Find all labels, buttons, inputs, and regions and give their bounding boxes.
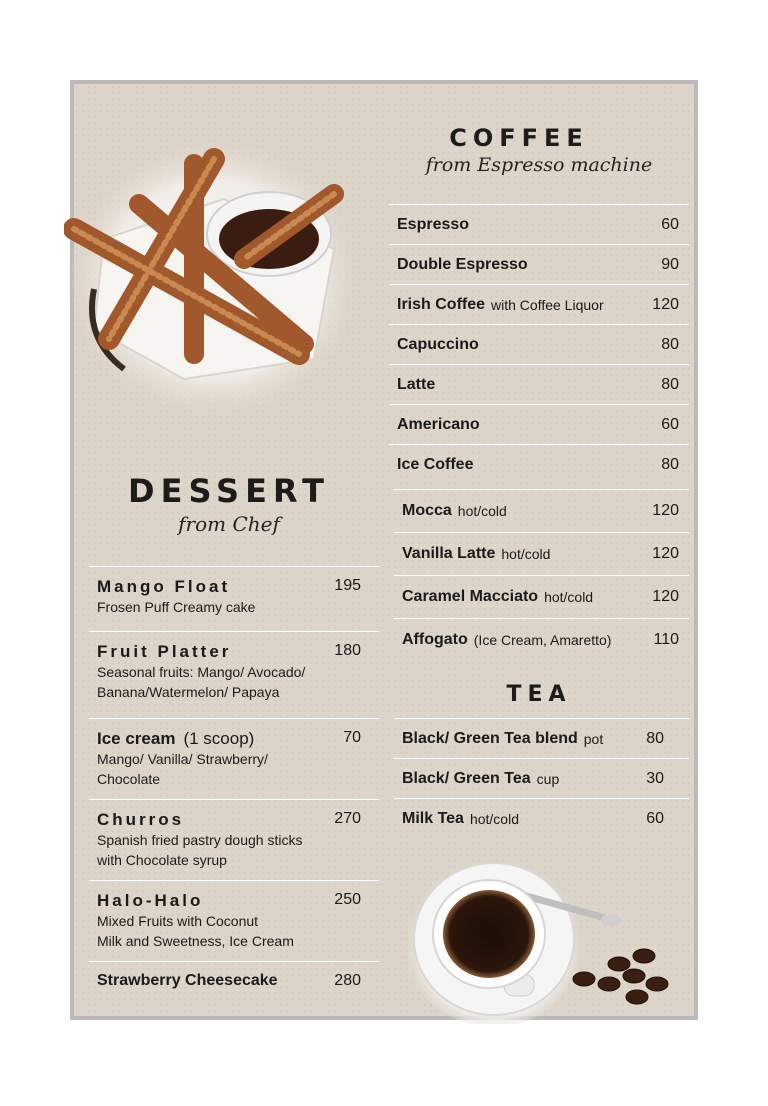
- dessert-item-row: [89, 880, 379, 961]
- tea-item-name: Black/ Green Tea blend: [402, 729, 578, 747]
- dessert-item-desc: Spanish fried pastry dough sticks with Chocolate syrup: [97, 832, 303, 868]
- dessert-item-price: 280: [334, 972, 361, 989]
- dessert-item-desc: Frosen Puff Creamy cake: [97, 599, 256, 615]
- dessert-item-row: [89, 799, 379, 880]
- dessert-item-row: [89, 961, 379, 1001]
- coffee-item-name: Affogato: [402, 631, 468, 648]
- dessert-item-extra: (1 scoop): [183, 729, 255, 748]
- coffee-item-row: [394, 532, 689, 575]
- coffee-item-note: hot/cold: [457, 503, 507, 519]
- tea-item-row: [394, 758, 689, 798]
- coffee-item-price: 80: [661, 375, 679, 393]
- dessert-item-desc: Mango/ Vanilla/ Strawberry/ Chocolate: [97, 751, 268, 787]
- coffee-item-row: [394, 489, 689, 532]
- coffee-item-name: Americano: [397, 415, 480, 433]
- coffee-item-row: [389, 404, 689, 444]
- coffee-subtitle: from Espresso machine: [425, 154, 653, 176]
- coffee-item-price: 120: [652, 588, 679, 605]
- coffee-item-name: Capuccino: [397, 335, 479, 353]
- coffee-item-row: [389, 444, 689, 484]
- coffee-item-price: 90: [661, 255, 679, 273]
- coffee-item-name: Mocca: [402, 502, 452, 519]
- tea-item-row: [394, 798, 689, 838]
- coffee-item-row: [389, 204, 689, 244]
- coffee-item-note: (Ice Cream, Amaretto): [473, 632, 612, 648]
- churros-image: [64, 139, 364, 429]
- tea-title: TEA: [506, 682, 572, 707]
- tea-item-price: 30: [646, 769, 664, 787]
- tea-item-price: 60: [646, 809, 664, 827]
- dessert-item-title: Churros: [97, 810, 185, 829]
- coffee-item-price: 120: [652, 502, 679, 519]
- dessert-item-title: Halo-Halo: [97, 891, 204, 910]
- coffee-item-row: [389, 364, 689, 404]
- coffee-item-name: Ice Coffee: [397, 455, 474, 473]
- coffee-item-row: [394, 575, 689, 618]
- coffee-item-row: [389, 284, 689, 324]
- dessert-item-price: 270: [334, 810, 361, 827]
- tea-item-note: cup: [536, 770, 560, 787]
- coffee-item-name: Irish Coffee: [397, 295, 486, 313]
- dessert-subtitle: from Chef: [178, 512, 280, 536]
- dessert-item-price: 250: [334, 891, 361, 908]
- dessert-item-name: [97, 729, 379, 749]
- dessert-item-title: Ice cream: [97, 729, 176, 748]
- coffee-item-row: [394, 618, 689, 661]
- dessert-item-title: Fruit Platter: [97, 642, 232, 661]
- tea-item-row: [394, 718, 689, 758]
- coffee-item-note: with Coffee Liquor: [491, 296, 604, 313]
- dessert-item-title: Mango Float: [97, 577, 231, 596]
- tea-item-price: 80: [646, 729, 664, 747]
- coffee-item-name: Double Espresso: [397, 255, 528, 273]
- coffee-item-price: 60: [661, 415, 679, 433]
- coffee-item-price: 120: [652, 295, 679, 313]
- tea-item-note: hot/cold: [469, 810, 519, 827]
- dessert-item-desc: Mixed Fruits with Coconut Milk and Sweetness, Ice Cream: [97, 913, 294, 949]
- coffee-item-name: Espresso: [397, 215, 470, 233]
- coffee-item-name: Vanilla Latte: [402, 545, 496, 562]
- coffee-item-price: 80: [661, 455, 679, 473]
- tea-item-name: Milk Tea: [402, 809, 464, 827]
- dessert-item-price: 180: [334, 642, 361, 659]
- coffee-item-row: [389, 324, 689, 364]
- dessert-item-row: [89, 718, 379, 799]
- coffee-item-price: 80: [661, 335, 679, 353]
- dessert-item-row: [89, 566, 379, 631]
- coffee-item-price: 60: [661, 215, 679, 233]
- tea-item-name: Black/ Green Tea: [402, 769, 531, 787]
- coffee-item-name: Caramel Macciato: [402, 588, 539, 605]
- coffee-item-price: 120: [652, 545, 679, 562]
- coffee-item-note: hot/cold: [544, 589, 594, 605]
- coffee-title: COFFEE: [449, 124, 589, 152]
- dessert-item-price: 195: [334, 577, 361, 594]
- dessert-item-desc: Seasonal fruits: Mango/ Avocado/ Banana/Watermelon/ Papaya: [97, 664, 306, 700]
- dessert-item-title: Strawberry Cheesecake: [97, 972, 278, 989]
- coffee-item-name: Latte: [397, 375, 436, 393]
- dessert-item-row: [89, 631, 379, 718]
- dessert-title: DESSERT: [128, 472, 330, 510]
- coffee-item-note: hot/cold: [501, 546, 551, 562]
- coffee-cup-image: [399, 844, 689, 1024]
- menu-page: [70, 80, 698, 1020]
- tea-item-note: pot: [583, 730, 604, 747]
- coffee-item-row: [389, 244, 689, 284]
- dessert-item-price: 70: [343, 729, 361, 746]
- coffee-item-price: 110: [653, 631, 679, 648]
